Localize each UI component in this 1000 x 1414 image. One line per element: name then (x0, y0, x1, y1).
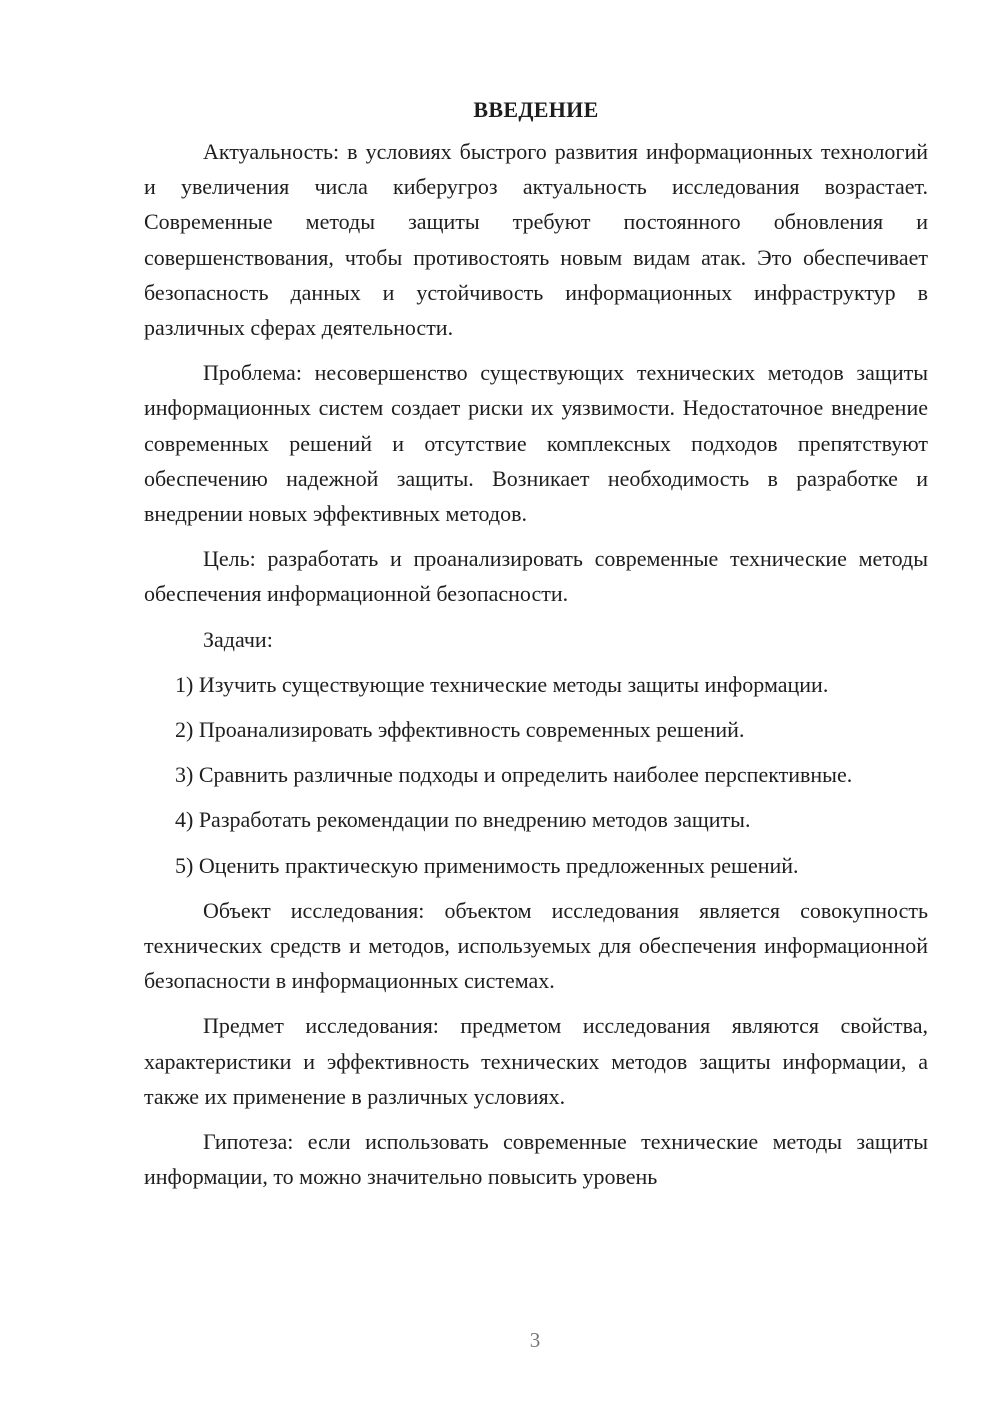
paragraph-relevance: Актуальность: в условиях быстрого развития информационных технологий и увеличения числа киберугроз актуальность исследования возрастает. Современные методы защиты требуют постоянного обновления и совершенствования, чтобы противостоять новым видам атак. Это обеспечивает безопасность данных и устойчивость информационных инфраструктур в различных сферах деятельности. (144, 139, 928, 341)
task-item-1: 1) Изучить существующие технические методы защиты информации. (175, 671, 829, 697)
task-item-5: 5) Оценить практическую применимость предложенных решений. (175, 852, 799, 878)
paragraph-tasks-label: Задачи: (203, 626, 273, 652)
paragraph-problem: Проблема: несовершенство существующих технических методов защиты информационных систем создает риски их уязвимости. Недостаточное внедрение современных решений и отсутствие комплексных подходов препятствуют обеспечению надежной защиты. Возникает необходимость в разработке и внедрении новых эффективных методов. (144, 360, 928, 527)
paragraph-object: Объект исследования: объектом исследования является совокупность технических средств и методов, используемых для обеспечения информационной безопасности в информационных системах. (144, 897, 928, 994)
page-number: 3 (529, 1328, 541, 1352)
page-heading: ВВЕДЕНИЕ (473, 97, 599, 122)
task-item-3: 3) Сравнить различные подходы и определить наиболее перспективные. (175, 762, 853, 788)
paragraph-subject: Предмет исследования: предметом исследования являются свойства, характеристики и эффективность технических методов защиты информации, а также их применение в различных условиях. (144, 1013, 928, 1109)
page-content (144, 92, 928, 1194)
task-item-4: 4) Разработать рекомендации по внедрению методов защиты. (175, 807, 751, 833)
paragraph-goal: Цель: разработать и проанализировать современные технические методы обеспечения информационной безопасности. (144, 546, 928, 607)
paragraph-hypothesis: Гипотеза: если использовать современные технические методы защиты информации, то можно значительно повысить уровень (144, 1129, 928, 1190)
task-item-2: 2) Проанализировать эффективность современных решений. (175, 717, 745, 743)
